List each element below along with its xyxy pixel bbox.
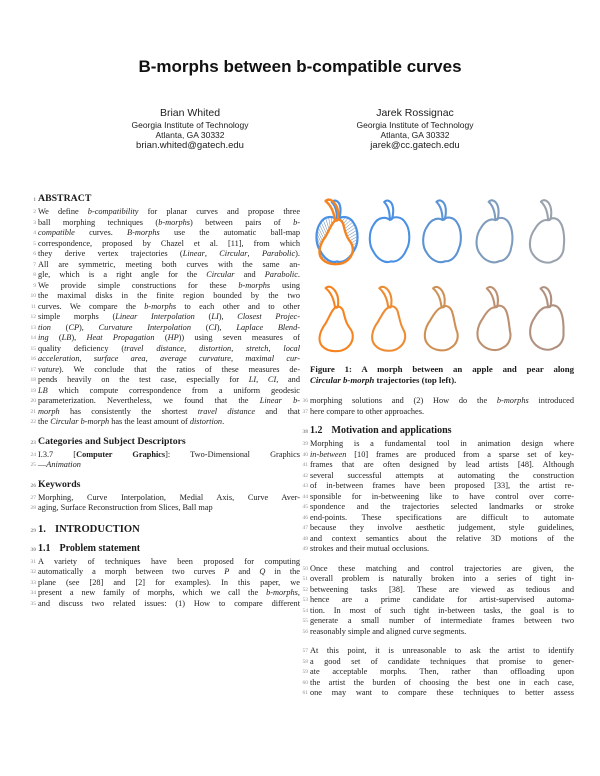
line-number: 5 <box>33 240 36 247</box>
heading-text: Categories and Subject Descriptors <box>38 435 186 447</box>
line-number: 21 <box>30 408 36 415</box>
paragraph <box>302 646 574 699</box>
text-line <box>302 449 574 461</box>
heading-number: 1.2 <box>310 425 323 436</box>
line-number: 20 <box>30 398 36 404</box>
apple-outline <box>530 200 564 262</box>
text-line <box>302 667 574 678</box>
line-number: 60 <box>302 679 308 686</box>
line-number: 61 <box>302 690 308 696</box>
line-text: Once these matching and control trajectories are given, the <box>310 563 574 573</box>
line-text: parameterization. Nevertheless, we found that the Linear b- <box>38 396 300 405</box>
text-line <box>30 567 300 578</box>
author-city: Atlanta, GA 30332 <box>155 130 225 140</box>
trajectory-line <box>347 230 357 236</box>
line-text: acceleration, surface area, average curvature, maximal cur- <box>38 354 300 363</box>
text-line <box>33 249 300 260</box>
line-number: 29 <box>30 527 36 534</box>
line-number: 25 <box>30 462 36 468</box>
line-text: overall problem is naturally broken into a series of tight in- <box>310 574 574 583</box>
line-text: —Animation <box>38 460 81 469</box>
line-number: 16 <box>30 356 36 362</box>
text-line <box>30 312 300 323</box>
trajectory-line <box>323 220 328 232</box>
line-number: 58 <box>302 658 308 665</box>
line-number: 10 <box>30 293 36 299</box>
paragraph <box>30 449 301 471</box>
text-line <box>302 470 574 482</box>
trajectory-line <box>318 227 324 238</box>
line-text: correspondence, proposed by Chazel et al. [11], from which <box>38 238 300 248</box>
heading-number: 1.1 <box>38 542 51 554</box>
line-text: At this point, it is unreasonable to ask the artist to identify <box>310 646 574 655</box>
pear-outline <box>530 287 563 350</box>
morph-frame <box>477 200 513 262</box>
author-name: Jarek Rossignac <box>376 107 454 119</box>
line-number: 18 <box>30 377 36 383</box>
line-text: ing (LB), Heat Propagation (HP)) using seven measures of <box>38 333 300 342</box>
line-text: hence are a prime candidate for artist-supervised automa- <box>310 595 574 604</box>
text-line <box>30 343 300 355</box>
trajectory-line <box>348 233 357 238</box>
line-number: 49 <box>302 546 308 552</box>
text-line <box>30 503 300 514</box>
paragraph <box>302 439 574 555</box>
line-number: 9 <box>33 282 36 289</box>
text-line <box>302 584 574 596</box>
line-text: I.3.7 [Computer Graphics]: Two-Dimensional Graphics <box>38 449 301 459</box>
line-text: the artist the burden of choosing the best one in each case, <box>310 677 574 687</box>
text-line <box>302 677 574 689</box>
text-line <box>33 259 300 271</box>
morph-frame <box>316 200 357 265</box>
line-text: A variety of techniques have been proposed for computing <box>38 556 300 566</box>
line-text: because they involve aesthetic judgement, style guidelines, <box>310 523 574 532</box>
text-line <box>302 688 574 699</box>
text-line <box>302 574 574 585</box>
heading-text: Problem statement <box>59 542 141 554</box>
line-text: here compare to other approaches. <box>310 406 425 416</box>
morph-frame <box>319 287 352 352</box>
line-number: 19 <box>30 387 36 394</box>
text-line <box>30 492 300 504</box>
section-heading <box>30 542 300 554</box>
line-number: 31 <box>30 558 36 565</box>
pear-outline <box>319 287 352 352</box>
line-number: 55 <box>302 618 308 624</box>
text-line <box>30 556 300 568</box>
line-number: 59 <box>302 669 308 675</box>
text-line <box>33 228 300 239</box>
line-number: 7 <box>33 261 36 268</box>
line-number: 39 <box>302 441 308 447</box>
line-text: sponsible for in-betweening like to have control over corre- <box>310 491 574 501</box>
line-text: morphing solutions and (2) How do the b-morphs introduced <box>310 396 574 405</box>
morph-frame <box>530 287 563 350</box>
pear-outline <box>372 287 405 351</box>
line-text: gle, which is a right angle for the Circular and Parabolic. <box>38 270 300 279</box>
text-line <box>302 544 574 555</box>
right-column <box>302 193 574 699</box>
paper-title: B-morphs between b-compatible curves <box>138 57 462 76</box>
authors-block <box>0 107 600 167</box>
text-line <box>30 449 301 461</box>
heading-text: Keywords <box>38 478 81 490</box>
line-number: 13 <box>30 324 36 331</box>
line-number: 22 <box>30 419 36 425</box>
morph-figure-canvas <box>310 195 574 359</box>
text-line <box>30 385 300 397</box>
text-line <box>33 238 300 250</box>
line-number: 3 <box>33 219 36 226</box>
text-line <box>302 439 574 450</box>
section-heading <box>302 425 574 436</box>
morph-frame <box>370 201 410 262</box>
line-number: 46 <box>302 514 308 521</box>
line-text: aging, Surface Reconstruction from Slices, Ball map <box>38 503 213 512</box>
text-line <box>30 301 301 313</box>
line-number: 45 <box>302 504 308 510</box>
line-text: generate a small number of intermediate frames between two <box>310 616 574 625</box>
morph-frame <box>477 287 510 350</box>
line-number: 24 <box>30 451 36 458</box>
left-column <box>30 193 301 609</box>
trajectory-line <box>344 222 353 229</box>
paragraph <box>302 396 574 417</box>
author-name: Brian Whited <box>159 107 221 119</box>
line-text: the Circular b-morph has the least amount of distortion. <box>38 417 225 426</box>
text-line <box>30 291 300 302</box>
text-line <box>302 491 574 503</box>
section-heading <box>33 193 300 204</box>
figure-1-morph-grid <box>310 195 574 386</box>
text-line <box>30 406 301 418</box>
text-line <box>33 280 300 292</box>
line-number: 32 <box>30 569 36 575</box>
text-line <box>302 595 574 606</box>
text-line <box>302 481 574 492</box>
text-line <box>302 396 574 407</box>
line-text: betweening tasks [38]. These are viewed as tedious and <box>310 584 574 594</box>
line-number: 40 <box>302 451 308 458</box>
line-text: they derive vertex trajectories (Linear, Circular, Parabolic). <box>38 249 300 258</box>
text-line <box>30 322 300 334</box>
line-number: 38 <box>302 429 308 435</box>
line-number: 44 <box>302 493 308 500</box>
line-number: 1 <box>33 197 36 203</box>
author-brian-whited <box>75 107 305 152</box>
text-line <box>302 406 574 418</box>
morph-frame <box>372 287 405 351</box>
line-text: plane (see [28] and [2] for examples). In this paper, we <box>38 577 300 587</box>
apple-outline <box>370 201 410 262</box>
apple-outline <box>477 200 513 262</box>
line-text: simple morphs (Linear Interpolation (LI), Closest Projec- <box>38 312 300 321</box>
line-number: 42 <box>302 472 308 479</box>
author-affiliation: Georgia Institute of Technology <box>356 120 474 130</box>
figure-caption-line: Circular b-morph trajectories (top left). <box>310 375 457 385</box>
line-text: tion (CP), Curvature Interpolation (CI), Laplace Blend- <box>38 322 300 332</box>
text-line <box>302 605 574 617</box>
figure-caption <box>310 364 574 386</box>
line-number: 34 <box>30 590 36 596</box>
line-text: and context semantics about the relative 3D motions of the <box>310 533 574 543</box>
morph-frame <box>423 200 461 262</box>
text-line <box>302 502 574 513</box>
line-number: 57 <box>302 648 308 654</box>
line-text: We define b-compatibility for planar curves and propose three <box>38 207 300 216</box>
text-line <box>30 598 300 610</box>
heading-text: INTRODUCTION <box>54 523 140 535</box>
text-line <box>30 577 300 589</box>
apple-outline <box>423 200 461 262</box>
line-text: strokes and their mutual occlusions. <box>310 544 430 553</box>
line-number: 43 <box>302 483 308 489</box>
text-line <box>33 270 300 281</box>
author-affiliation: Georgia Institute of Technology <box>131 120 249 130</box>
text-line <box>302 616 574 627</box>
line-number: 37 <box>302 408 308 415</box>
text-line <box>30 364 300 376</box>
line-text: All are symmetric, meeting both curves with the same an- <box>38 259 300 269</box>
line-number: 6 <box>33 251 36 257</box>
text-line <box>302 626 574 638</box>
line-number: 47 <box>302 525 308 531</box>
text-line <box>30 375 300 386</box>
text-line <box>30 417 300 428</box>
author-email: brian.whited@gatech.edu <box>136 140 244 151</box>
line-number: 36 <box>302 398 308 404</box>
line-text: curves. We compare the b-morphs to each other and to other <box>38 301 301 311</box>
line-text: end-points. These specifications are difficult to automate <box>310 512 574 522</box>
figure-caption-line: Figure 1: A morph between an apple and pear along <box>310 364 574 374</box>
line-text: tion. In most of such tight in-between tasks, the goal is to <box>310 605 574 615</box>
line-text: reasonably simple and aligned curve segments. <box>310 626 467 636</box>
line-number: 17 <box>30 366 36 373</box>
text-line <box>302 512 574 524</box>
trajectory-line <box>346 227 356 234</box>
line-text: LB which compute correspondence from a uniform geodesic <box>38 385 300 395</box>
line-number: 56 <box>302 628 308 635</box>
line-text: morph has consistently the shortest travel distance and that <box>38 406 301 416</box>
line-number: 11 <box>30 303 36 310</box>
morph-frame <box>530 200 564 262</box>
line-text: spondence and the trajectories selected landmarks or stroke <box>310 502 574 511</box>
text-line <box>302 656 574 668</box>
pear-outline <box>425 287 458 350</box>
line-number: 33 <box>30 579 36 586</box>
line-text: present a new family of morphs, which we call the b-morphs, <box>38 588 300 597</box>
heading-text: ABSTRACT <box>38 193 92 204</box>
text-line <box>302 523 574 534</box>
text-line <box>30 354 300 365</box>
text-line <box>33 207 300 218</box>
author-email: jarek@cc.gatech.edu <box>370 140 460 151</box>
paragraph <box>30 492 300 514</box>
trajectory-line <box>319 225 325 237</box>
trajectory-line <box>345 225 355 232</box>
line-number: 26 <box>30 482 36 489</box>
line-text: pends heavily on the test case, especially for LI, CI, and <box>38 375 300 384</box>
line-number: 41 <box>302 462 308 468</box>
section-heading <box>30 478 300 490</box>
line-text: frames that are often designed by lead artists [48]. Although <box>310 460 574 469</box>
author-city: Atlanta, GA 30332 <box>380 130 450 140</box>
text-line <box>302 460 574 471</box>
line-text: quality deficiency (travel distance, distortion, stretch, local <box>38 343 300 353</box>
line-text: ate acceptable morphs. Then, rather than offloading upon <box>310 667 574 676</box>
line-text: one may want to compare these techniques to better assess <box>310 688 574 697</box>
line-number: 27 <box>30 494 36 501</box>
line-number: 54 <box>302 607 308 614</box>
morph-frame <box>425 287 458 350</box>
trajectory-line <box>321 222 327 234</box>
line-text: several successful attempts at automating the construction <box>310 470 574 480</box>
paragraph <box>30 556 300 610</box>
line-text: ball morphing techniques (b-morphs) between pairs of b- <box>38 217 301 227</box>
line-number: 53 <box>302 597 308 603</box>
line-text: compatible curves. B-morphs use the automatic ball-map <box>38 228 300 237</box>
text-line <box>33 217 301 229</box>
line-number: 14 <box>30 335 36 341</box>
text-line <box>30 333 300 344</box>
text-line <box>30 588 300 599</box>
line-number: 52 <box>302 586 308 593</box>
text-line <box>302 533 574 545</box>
section-heading <box>30 435 300 447</box>
line-number: 23 <box>30 439 36 446</box>
text-line <box>302 563 574 575</box>
author-jarek-rossignac <box>300 107 530 152</box>
heading-text: Motivation and applications <box>331 425 452 436</box>
pear-outline <box>477 287 510 350</box>
paragraph <box>30 207 301 428</box>
line-text: in-between [10] frames are produced from a sparse set of key- <box>310 449 574 459</box>
text-line <box>30 460 300 471</box>
line-number: 50 <box>302 565 308 572</box>
line-text: We provide simple constructions for these b-morphs using <box>38 280 300 290</box>
heading-number: 1. <box>38 523 46 535</box>
line-text: Morphing is a fundamental tool in animation design where <box>310 439 574 448</box>
text-line <box>30 396 300 407</box>
line-number: 51 <box>302 576 308 582</box>
line-text: and discuss two related issues: (1) How to compare different <box>38 598 300 608</box>
line-number: 12 <box>30 314 36 320</box>
line-number: 30 <box>30 546 36 553</box>
line-number: 35 <box>30 600 36 607</box>
line-text: vature). We conclude that the ratios of these measures de- <box>38 364 300 374</box>
line-number: 15 <box>30 345 36 352</box>
line-number: 28 <box>30 505 36 511</box>
text-line <box>302 646 574 657</box>
line-number: 4 <box>33 230 36 236</box>
line-number: 8 <box>33 272 36 278</box>
line-number: 48 <box>302 535 308 542</box>
line-text: a good set of candidate techniques that promise to gener- <box>310 656 574 666</box>
paragraph <box>302 563 574 638</box>
line-text: Morphing, Curve Interpolation, Medial Axis, Curve Aver- <box>38 492 300 502</box>
line-text: of in-between frames have been proposed [33], the artist re- <box>310 481 574 490</box>
line-text: automatically a morph between two curves P and Q in the <box>38 567 300 576</box>
line-text: the maximal disks in the finite region bounded by the two <box>38 291 300 300</box>
section-heading <box>30 523 300 535</box>
trajectory-line <box>344 220 351 227</box>
line-number: 2 <box>33 209 36 215</box>
